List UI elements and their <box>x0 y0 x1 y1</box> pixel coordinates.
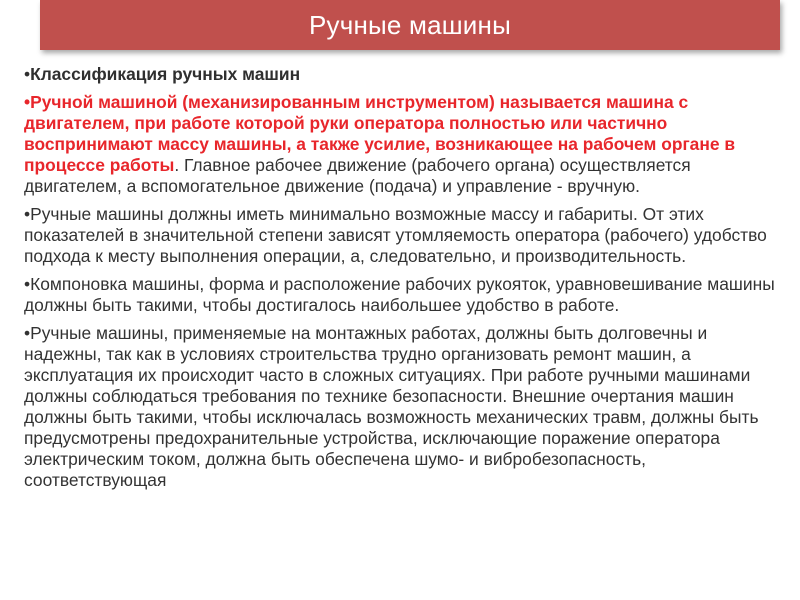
bullet-marker: • <box>24 92 31 112</box>
classification-heading: Классификация ручных машин <box>30 64 301 84</box>
bullet-marker: • <box>24 64 31 84</box>
bullet-reliability <box>24 323 776 491</box>
slide-content <box>24 64 776 498</box>
mass-dimensions-text: Ручные машины должны иметь минимально возможные массу и габариты. От этих показателей в значительной степени зависят утомляемость оператора (рабочего) удобство подхода к месту выполнения операции, а, следовательно, и производительность. <box>24 204 767 266</box>
definition-text: Ручной машиной (механизированным инструментом) называется машина с двигателем, при работе которой руки оператора полностью или частично воспринимают массу машины, а также усилие, возникающее на рабочем органе в процессе работы <box>24 92 736 175</box>
reliability-text: Ручные машины, применяемые на монтажных работах, должны быть долговечны и надежны, так как в условиях строительства трудно организовать ремонт машин, а эксплуатация их происходит часто в сложных ситуациях. При работе ручными машинами должны соблюдаться требования по технике безопасности. Внешние очертания машин должны быть такими, чтобы исключалась возможность механических травм, должны быть предусмотрены предохранительные устройства, исключающие поражение оператора электрическим током, должна быть обеспечена шумо- и вибробезопасность, соответствующая <box>24 323 759 490</box>
layout-text: Компоновка машины, форма и расположение рабочих рукояток, уравновешивание машины должны быть такими, чтобы достигалось наибольшее удобство в работе. <box>24 274 775 315</box>
bullet-definition <box>24 92 776 197</box>
title-bar <box>40 0 780 50</box>
bullet-marker: • <box>24 323 31 343</box>
slide-title: Ручные машины <box>309 9 511 40</box>
definition-continuation: . Главное рабочее движение (рабочего органа) осуществляется двигателем, а вспомогательное движение (подача) и управление - вручную. <box>24 155 691 196</box>
bullet-marker: • <box>24 274 31 294</box>
bullet-marker: • <box>24 204 31 224</box>
bullet-heading <box>24 64 776 85</box>
bullet-layout <box>24 274 776 316</box>
bullet-mass-dimensions <box>24 204 776 267</box>
